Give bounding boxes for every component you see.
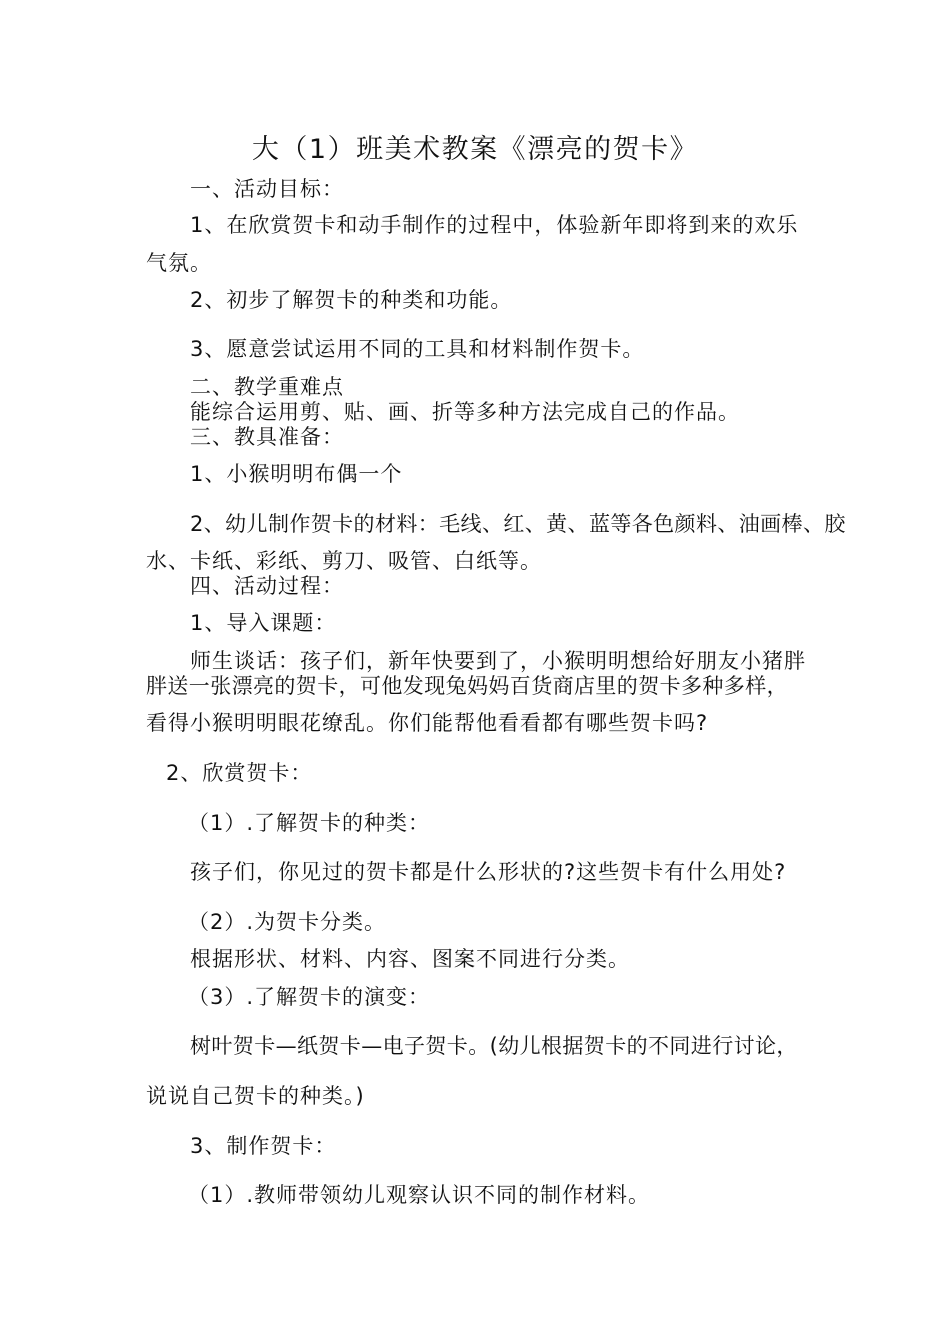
step1-line-2: 胖送一张漂亮的贺卡，可他发现兔妈妈百货商店里的贺卡多种多样， [146,674,788,698]
section-heading-materials: 三、教具准备： [190,425,344,449]
step3-heading: 3、制作贺卡： [190,1134,337,1158]
section-heading-process: 四、活动过程： [190,574,344,598]
step2-sub3-heading: （3）.了解贺卡的演变： [188,985,431,1009]
step3-sub1-heading: （1）.教师带领幼儿观察认识不同的制作材料。 [188,1183,651,1207]
step2-sub1-heading: （1）.了解贺卡的种类： [188,811,431,835]
step1-heading: 1、导入课题： [190,611,337,635]
step1-line-3: 看得小猴明明眼花缭乱。你们能帮他看看都有哪些贺卡吗? [146,711,709,735]
step2-sub1-text: 孩子们，你见过的贺卡都是什么形状的?这些贺卡有什么用处? [190,860,787,884]
section-heading-key-points: 二、教学重难点 [190,375,344,399]
step2-sub3-line-1: 树叶贺卡—纸贺卡—电子贺卡。(幼儿根据贺卡的不同进行讨论， [190,1034,798,1058]
document-title: 大（1）班美术教案《漂亮的贺卡》 [251,134,699,165]
step2-sub3-line-2: 说说自己贺卡的种类。) [146,1084,365,1108]
step2-sub2-text: 根据形状、材料、内容、图案不同进行分类。 [190,947,630,971]
material-item-2: 2、幼儿制作贺卡的材料：毛线、红、黄、蓝等各色颜料、油画棒、胶 [190,512,846,536]
key-points-text: 能综合运用剪、贴、画、折等多种方法完成自己的作品。 [190,400,740,424]
material-item-2-continued: 水、卡纸、彩纸、剪刀、吸管、白纸等。 [146,549,542,573]
section-heading-goals: 一、活动目标： [190,177,344,201]
step2-heading: 2、欣赏贺卡： [166,761,313,785]
goal-item-2: 2、初步了解贺卡的种类和功能。 [190,288,513,312]
step1-line-1: 师生谈话：孩子们，新年快要到了，小猴明明想给好朋友小猪胖 [190,649,806,673]
goal-item-1: 1、在欣赏贺卡和动手制作的过程中，体验新年即将到来的欢乐 [190,213,799,237]
goal-item-1-continued: 气氛。 [146,251,212,275]
step2-sub2-heading: （2）.为贺卡分类。 [188,910,387,934]
goal-item-3: 3、愿意尝试运用不同的工具和材料制作贺卡。 [190,337,645,361]
material-item-1: 1、小猴明明布偶一个 [190,462,403,486]
